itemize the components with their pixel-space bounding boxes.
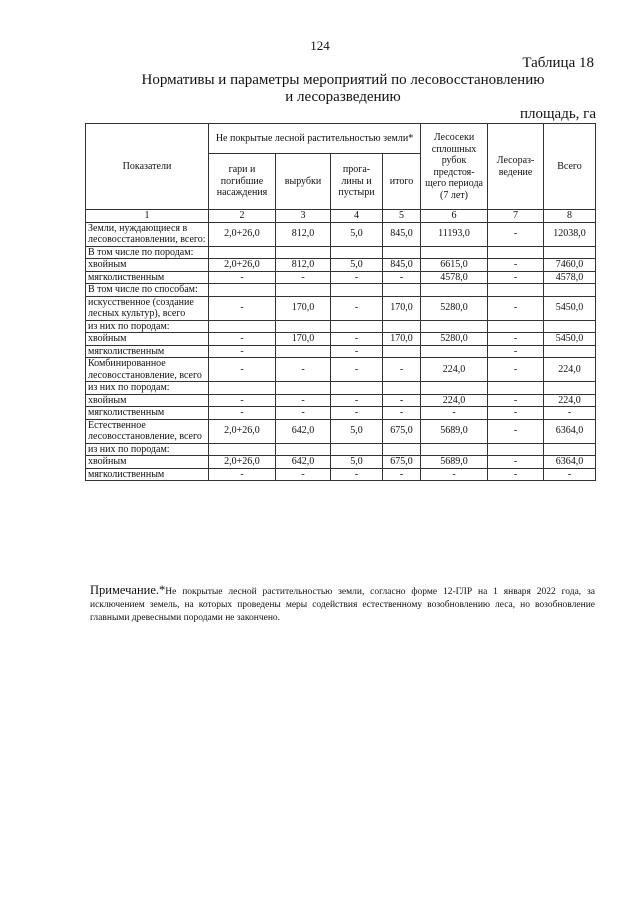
- table-cell: 7460,0: [544, 259, 596, 272]
- table-row: [86, 345, 596, 358]
- row-label: В том числе по породам:: [86, 246, 209, 259]
- table-cell: [544, 345, 596, 358]
- table-cell: [488, 246, 544, 259]
- table-cell: 6364,0: [544, 419, 596, 443]
- page-title: [100, 72, 586, 106]
- table-row: [86, 296, 596, 320]
- table-cell: 2,0+26,0: [209, 222, 276, 246]
- table-row: [86, 407, 596, 420]
- column-number: 4: [331, 210, 383, 223]
- table-row: [86, 358, 596, 382]
- row-label: Земли, нуждающиеся в лесовосстановлении, всего:: [86, 222, 209, 246]
- column-number: 1: [86, 210, 209, 223]
- table-cell: -: [488, 259, 544, 272]
- table-cell: -: [421, 407, 488, 420]
- table-cell: -: [383, 394, 421, 407]
- row-label: хвойным: [86, 259, 209, 272]
- table-cell: 5280,0: [421, 296, 488, 320]
- table-cell: [331, 443, 383, 456]
- column-number: 5: [383, 210, 421, 223]
- table-cell: [383, 246, 421, 259]
- table-cell: [331, 284, 383, 297]
- header-clearcuts: Лесосеки сплошных рубок предстоя- щего периода (7 лет): [421, 124, 488, 210]
- table-cell: -: [488, 394, 544, 407]
- table-cell: -: [544, 407, 596, 420]
- row-label: хвойным: [86, 456, 209, 469]
- table-cell: [383, 443, 421, 456]
- column-number: 6: [421, 210, 488, 223]
- table-cell: 812,0: [276, 222, 331, 246]
- table-cell: -: [383, 358, 421, 382]
- table-cell: -: [276, 394, 331, 407]
- table-cell: [276, 382, 331, 395]
- table-cell: -: [383, 271, 421, 284]
- table-cell: [421, 345, 488, 358]
- table-cell: 6615,0: [421, 259, 488, 272]
- row-label: хвойным: [86, 333, 209, 346]
- header-total: Всего: [544, 124, 596, 210]
- table-cell: [276, 284, 331, 297]
- row-label: Естественное лесовосстановление, всего: [86, 419, 209, 443]
- table-cell: 5,0: [331, 419, 383, 443]
- table-cell: -: [331, 333, 383, 346]
- table-cell: [383, 320, 421, 333]
- table-row: [86, 394, 596, 407]
- table-cell: 812,0: [276, 259, 331, 272]
- row-label: искусственное (создание лесных культур), всего: [86, 296, 209, 320]
- table-cell: -: [209, 407, 276, 420]
- table-cell: [421, 246, 488, 259]
- table-cell: 2,0+26,0: [209, 419, 276, 443]
- table-body: [86, 210, 596, 481]
- table-cell: -: [276, 468, 331, 481]
- table-cell: [421, 284, 488, 297]
- table-cell: [276, 320, 331, 333]
- table-cell: -: [331, 358, 383, 382]
- table-cell: 224,0: [421, 358, 488, 382]
- table-cell: -: [331, 394, 383, 407]
- table-cell: [488, 320, 544, 333]
- column-numbers-row: [86, 210, 596, 223]
- header-subtotal: итого: [383, 154, 421, 210]
- table-cell: [421, 382, 488, 395]
- table-cell: [209, 284, 276, 297]
- table-cell: [544, 320, 596, 333]
- footnote: [90, 584, 595, 625]
- table-cell: [488, 284, 544, 297]
- column-number: 7: [488, 210, 544, 223]
- table-cell: 6364,0: [544, 456, 596, 469]
- table-cell: 224,0: [544, 358, 596, 382]
- row-label: мягколиственным: [86, 407, 209, 420]
- table-cell: -: [331, 468, 383, 481]
- table-cell: -: [421, 468, 488, 481]
- table-cell: 170,0: [383, 296, 421, 320]
- column-number: 3: [276, 210, 331, 223]
- table-cell: [209, 320, 276, 333]
- table-cell: 642,0: [276, 419, 331, 443]
- table-cell: [209, 246, 276, 259]
- table-cell: -: [488, 222, 544, 246]
- row-label: из них по породам:: [86, 320, 209, 333]
- table-label: Таблица 18: [522, 55, 594, 71]
- table-cell: 845,0: [383, 259, 421, 272]
- table-cell: -: [488, 419, 544, 443]
- table-cell: 224,0: [544, 394, 596, 407]
- table-cell: 5689,0: [421, 456, 488, 469]
- row-label: мягколиственным: [86, 345, 209, 358]
- footnote-text: Не покрытые лесной растительностью земли, согласно форме 12-ГЛР на 1 января 2022 года, за исключением земель, на которых проведены меры содействия естественному возобновлению леса, но возобновление главными древесными породами не закончено.: [90, 587, 595, 623]
- table-cell: -: [209, 271, 276, 284]
- measures-table: [85, 123, 596, 481]
- table-cell: [421, 443, 488, 456]
- table-cell: -: [276, 271, 331, 284]
- table-cell: 5450,0: [544, 333, 596, 346]
- table-row: [86, 443, 596, 456]
- table-cell: -: [276, 358, 331, 382]
- table-cell: 5280,0: [421, 333, 488, 346]
- table-cell: 2,0+26,0: [209, 456, 276, 469]
- table-cell: 5,0: [331, 259, 383, 272]
- table-cell: [209, 443, 276, 456]
- table-cell: 170,0: [276, 333, 331, 346]
- table-cell: [383, 284, 421, 297]
- table-cell: [276, 246, 331, 259]
- table-cell: [276, 345, 331, 358]
- table-cell: 845,0: [383, 222, 421, 246]
- title-line-1: Нормативы и параметры мероприятий по лесовосстановлению: [141, 72, 545, 88]
- table-cell: -: [331, 271, 383, 284]
- table-cell: 642,0: [276, 456, 331, 469]
- table-cell: [331, 246, 383, 259]
- table-cell: -: [544, 468, 596, 481]
- table-cell: -: [488, 333, 544, 346]
- header-afforestation: Лесораз- ведение: [488, 124, 544, 210]
- table-row: [86, 271, 596, 284]
- table-cell: [544, 382, 596, 395]
- table-cell: 2,0+26,0: [209, 259, 276, 272]
- table-cell: [383, 345, 421, 358]
- table-cell: [331, 382, 383, 395]
- table-cell: -: [383, 407, 421, 420]
- table-cell: [544, 443, 596, 456]
- unit-label: площадь, га: [519, 106, 596, 122]
- header-glades: прога- лины и пустыри: [331, 154, 383, 210]
- table-cell: [383, 382, 421, 395]
- header-cuttings: вырубки: [276, 154, 331, 210]
- column-number: 2: [209, 210, 276, 223]
- table-cell: 224,0: [421, 394, 488, 407]
- table-cell: -: [209, 333, 276, 346]
- table-cell: -: [209, 296, 276, 320]
- row-label: Комбинированное лесовосстановление, всего: [86, 358, 209, 382]
- table-cell: -: [488, 345, 544, 358]
- table-cell: -: [488, 296, 544, 320]
- table-cell: -: [209, 345, 276, 358]
- table-row: [86, 333, 596, 346]
- row-label: В том числе по способам:: [86, 284, 209, 297]
- table-row: [86, 468, 596, 481]
- table-cell: -: [488, 468, 544, 481]
- table-cell: [488, 382, 544, 395]
- table-cell: [544, 246, 596, 259]
- table-cell: 675,0: [383, 456, 421, 469]
- table-cell: -: [209, 468, 276, 481]
- table-cell: 5,0: [331, 456, 383, 469]
- table-cell: [331, 320, 383, 333]
- table-cell: [488, 443, 544, 456]
- row-label: из них по породам:: [86, 443, 209, 456]
- row-label: из них по породам:: [86, 382, 209, 395]
- row-label: хвойным: [86, 394, 209, 407]
- title-line-2: и лесоразведению: [285, 89, 401, 105]
- table-cell: -: [209, 358, 276, 382]
- table-cell: [276, 443, 331, 456]
- table-cell: -: [331, 407, 383, 420]
- table-cell: 5,0: [331, 222, 383, 246]
- footnote-label: Примечание.*: [90, 583, 166, 597]
- table-row: [86, 222, 596, 246]
- table-cell: 170,0: [383, 333, 421, 346]
- table-cell: -: [331, 296, 383, 320]
- table-cell: [421, 320, 488, 333]
- column-number: 8: [544, 210, 596, 223]
- table-cell: -: [276, 407, 331, 420]
- table-cell: [209, 382, 276, 395]
- table-cell: -: [209, 394, 276, 407]
- table-row: [86, 320, 596, 333]
- table-cell: 5450,0: [544, 296, 596, 320]
- table-cell: -: [383, 468, 421, 481]
- table-row: [86, 419, 596, 443]
- table-cell: 5689,0: [421, 419, 488, 443]
- table-cell: 4578,0: [544, 271, 596, 284]
- row-label: мягколиственным: [86, 468, 209, 481]
- table-cell: -: [331, 345, 383, 358]
- table-cell: 675,0: [383, 419, 421, 443]
- table-cell: -: [488, 271, 544, 284]
- table-row: [86, 382, 596, 395]
- table-cell: [544, 284, 596, 297]
- header-not-covered-group: Не покрытые лесной растительностью земли*: [209, 124, 421, 154]
- page-number: 124: [310, 38, 330, 53]
- table-cell: -: [488, 456, 544, 469]
- table-cell: 170,0: [276, 296, 331, 320]
- header-burned: гари и погибшие насаждения: [209, 154, 276, 210]
- row-label: мягколиственным: [86, 271, 209, 284]
- table-row: [86, 246, 596, 259]
- table-cell: 4578,0: [421, 271, 488, 284]
- table-cell: 11193,0: [421, 222, 488, 246]
- header-indicators: Показатели: [86, 124, 209, 210]
- table-cell: -: [488, 358, 544, 382]
- table-row: [86, 284, 596, 297]
- table-cell: -: [488, 407, 544, 420]
- table-row: [86, 456, 596, 469]
- table-row: [86, 259, 596, 272]
- table-cell: 12038,0: [544, 222, 596, 246]
